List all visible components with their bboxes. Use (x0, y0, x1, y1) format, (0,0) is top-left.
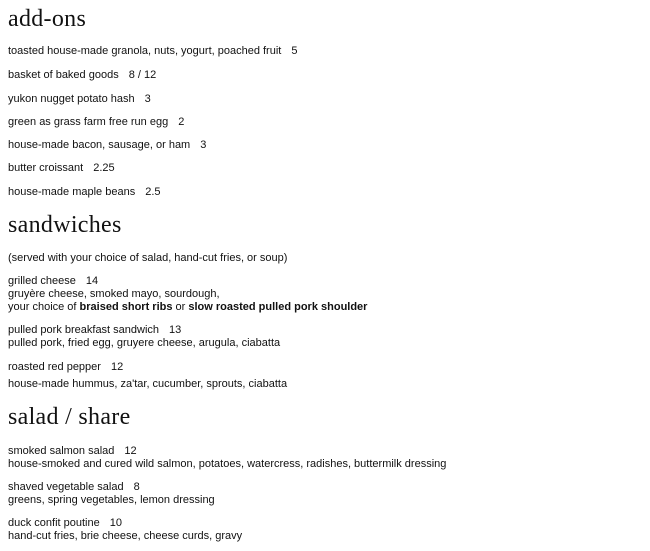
menu-item-title (8, 324, 181, 337)
addon-item (8, 162, 115, 175)
item-name: smoked salmon salad (8, 445, 115, 457)
item-price: 2.5 (145, 186, 161, 198)
item-name: house-made bacon, sausage, or ham (8, 139, 191, 151)
item-description: greens, spring vegetables, lemon dressing (8, 494, 215, 506)
addon-item (8, 116, 184, 129)
item-name: pulled pork breakfast sandwich (8, 324, 160, 336)
choice-prefix: your choice of (8, 301, 77, 313)
menu-item-title (8, 275, 98, 288)
item-description: hand-cut fries, brie cheese, cheese curds, gravy (8, 530, 243, 542)
choice-option: braised short ribs (79, 301, 173, 313)
item-name: basket of baked goods (8, 69, 119, 81)
item-name: duck confit poutine (8, 517, 100, 529)
item-price: 8 / 12 (128, 69, 157, 81)
choice-or: or (175, 301, 186, 313)
sandwiches-note: (served with your choice of salad, hand-cut fries, or soup) (8, 252, 288, 264)
item-price: 5 (291, 45, 298, 57)
item-name: toasted house-made granola, nuts, yogurt, poached fruit (8, 45, 282, 57)
addon-item (8, 45, 297, 58)
addon-item (8, 139, 206, 152)
menu-item-title (8, 517, 122, 530)
item-price: 3 (200, 139, 207, 151)
item-price: 12 (110, 361, 124, 373)
item-price: 10 (109, 517, 122, 529)
item-description: pulled pork, fried egg, gruyere cheese, arugula, ciabatta (8, 337, 281, 349)
item-name: butter croissant (8, 162, 84, 174)
addon-item (8, 93, 151, 106)
salad-share-heading: salad / share (8, 404, 131, 430)
sandwiches-heading: sandwiches (8, 212, 122, 238)
item-choice-line (8, 301, 367, 314)
addons-heading: add-ons (8, 6, 87, 32)
item-description: house-made hummus, za'tar, cucumber, sprouts, ciabatta (8, 378, 288, 390)
item-description: house-smoked and cured wild salmon, potatoes, watercress, radishes, buttermilk dressing (8, 458, 447, 470)
item-price: 3 (144, 93, 151, 105)
item-name: grilled cheese (8, 275, 76, 287)
item-name: roasted red pepper (8, 361, 101, 373)
item-price: 8 (133, 481, 140, 493)
item-price: 2 (178, 116, 185, 128)
item-name: house-made maple beans (8, 186, 136, 198)
item-name: shaved vegetable salad (8, 481, 124, 493)
item-name: green as grass farm free run egg (8, 116, 169, 128)
menu-item-title (8, 445, 137, 458)
menu-item-title (8, 481, 140, 494)
item-price: 2.25 (93, 162, 115, 174)
item-name: yukon nugget potato hash (8, 93, 135, 105)
addon-item (8, 186, 161, 199)
item-description: gruyère cheese, smoked mayo, sourdough, (8, 288, 220, 300)
item-price: 12 (124, 445, 137, 457)
choice-option: slow roasted pulled pork shoulder (188, 301, 368, 313)
item-price: 14 (85, 275, 99, 287)
item-price: 13 (169, 324, 182, 336)
addon-item (8, 69, 156, 82)
menu-item-title (8, 361, 123, 374)
